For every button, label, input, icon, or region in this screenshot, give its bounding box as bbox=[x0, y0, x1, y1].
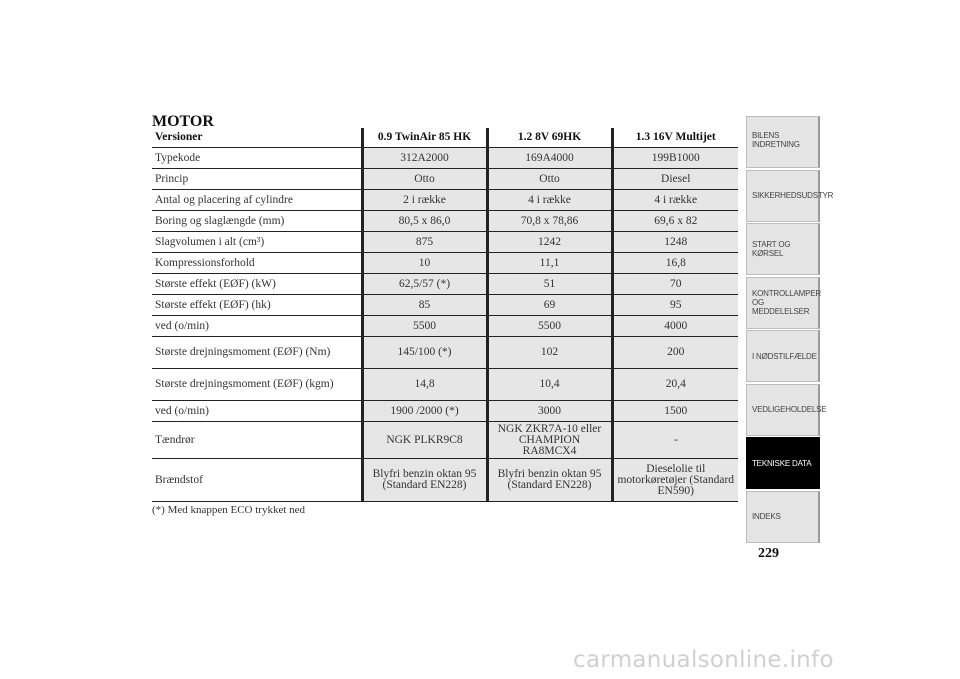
tab-i-nodstilfaelde[interactable]: I NØDSTILFÆLDE bbox=[746, 330, 820, 382]
row-label: ved (o/min) bbox=[152, 401, 362, 422]
cell-value: 1248 bbox=[612, 232, 738, 253]
engine-spec-table bbox=[152, 128, 738, 502]
cell-value: Diesel bbox=[612, 169, 738, 190]
table-row bbox=[152, 369, 738, 401]
cell-value: Blyfri benzin oktan 95 (Standard EN228) bbox=[362, 459, 487, 502]
row-label: Største drejningsmoment (EØF) (Nm) bbox=[152, 337, 362, 369]
cell-value: 70 bbox=[612, 274, 738, 295]
cell-value: 4 i række bbox=[612, 190, 738, 211]
cell-value: 3000 bbox=[487, 401, 612, 422]
cell-value: 62,5/57 (*) bbox=[362, 274, 487, 295]
row-label: Tændrør bbox=[152, 422, 362, 459]
cell-value: 169A4000 bbox=[487, 148, 612, 169]
cell-value: 80,5 x 86,0 bbox=[362, 211, 487, 232]
table-row bbox=[152, 295, 738, 316]
cell-value: Blyfri benzin oktan 95 (Standard EN228) bbox=[487, 459, 612, 502]
cell-value: 2 i række bbox=[362, 190, 487, 211]
header-version-3: 1.3 16V Multijet bbox=[612, 128, 738, 148]
cell-value: 5500 bbox=[362, 316, 487, 337]
table-row bbox=[152, 253, 738, 274]
footnote: (*) Med knappen ECO trykket ned bbox=[152, 504, 306, 516]
cell-value: NGK ZKR7A-10 eller CHAMPION RA8MCX4 bbox=[487, 422, 612, 459]
row-label: Boring og slaglængde (mm) bbox=[152, 211, 362, 232]
cell-value: 16,8 bbox=[612, 253, 738, 274]
table-row bbox=[152, 316, 738, 337]
cell-value: Dieselolie til motorkøretøjer (Standard EN590) bbox=[612, 459, 738, 502]
header-version-1: 0.9 TwinAir 85 HK bbox=[362, 128, 487, 148]
cell-value: 5500 bbox=[487, 316, 612, 337]
cell-value: 69,6 x 82 bbox=[612, 211, 738, 232]
tab-indeks[interactable]: INDEKS bbox=[746, 491, 820, 543]
tab-tekniske-data[interactable]: TEKNISKE DATA bbox=[746, 437, 820, 489]
cell-value: 875 bbox=[362, 232, 487, 253]
cell-value: 102 bbox=[487, 337, 612, 369]
cell-value: 95 bbox=[612, 295, 738, 316]
row-label: Typekode bbox=[152, 148, 362, 169]
page-number: 229 bbox=[758, 546, 779, 561]
table-row bbox=[152, 422, 738, 459]
cell-value: 1242 bbox=[487, 232, 612, 253]
table-row bbox=[152, 169, 738, 190]
table-row bbox=[152, 148, 738, 169]
cell-value: Otto bbox=[487, 169, 612, 190]
header-label: Versioner bbox=[152, 128, 362, 148]
tab-kontrollamper[interactable]: KONTROLLAMPER OG MEDDELELSER bbox=[746, 277, 820, 329]
row-label: Kompressionsforhold bbox=[152, 253, 362, 274]
page-title: MOTOR bbox=[152, 113, 214, 130]
cell-value: 145/100 (*) bbox=[362, 337, 487, 369]
cell-value: 199B1000 bbox=[612, 148, 738, 169]
table-row bbox=[152, 459, 738, 502]
table-row bbox=[152, 232, 738, 253]
cell-value: 10 bbox=[362, 253, 487, 274]
table-row bbox=[152, 337, 738, 369]
row-label: Antal og placering af cylindre bbox=[152, 190, 362, 211]
cell-value: 20,4 bbox=[612, 369, 738, 401]
table-row bbox=[152, 190, 738, 211]
row-label: Brændstof bbox=[152, 459, 362, 502]
cell-value: 51 bbox=[487, 274, 612, 295]
tab-start-og-korsel[interactable]: START OG KØRSEL bbox=[746, 223, 820, 275]
cell-value: 4000 bbox=[612, 316, 738, 337]
header-version-2: 1.2 8V 69HK bbox=[487, 128, 612, 148]
cell-value: 14,8 bbox=[362, 369, 487, 401]
cell-value: 4 i række bbox=[487, 190, 612, 211]
cell-value: 85 bbox=[362, 295, 487, 316]
cell-value: 10,4 bbox=[487, 369, 612, 401]
cell-value: 312A2000 bbox=[362, 148, 487, 169]
table-row bbox=[152, 274, 738, 295]
table-row bbox=[152, 211, 738, 232]
section-tabs bbox=[746, 116, 834, 544]
cell-value: NGK PLKR9C8 bbox=[362, 422, 487, 459]
cell-value: 11,1 bbox=[487, 253, 612, 274]
cell-value: 70,8 x 78,86 bbox=[487, 211, 612, 232]
cell-value: Otto bbox=[362, 169, 487, 190]
table-header-row bbox=[152, 128, 738, 148]
row-label: ved (o/min) bbox=[152, 316, 362, 337]
watermark: carmanualsonline.info bbox=[573, 647, 834, 673]
row-label: Princip bbox=[152, 169, 362, 190]
tab-vedligeholdelse[interactable]: VEDLIGEHOLDELSE bbox=[746, 384, 820, 436]
cell-value: 1900 /2000 (*) bbox=[362, 401, 487, 422]
table-row bbox=[152, 401, 738, 422]
row-label: Største effekt (EØF) (kW) bbox=[152, 274, 362, 295]
row-label: Slagvolumen i alt (cm³) bbox=[152, 232, 362, 253]
cell-value: 200 bbox=[612, 337, 738, 369]
tab-bilens-indretning[interactable]: BILENS INDRETNING bbox=[746, 116, 820, 168]
row-label: Største effekt (EØF) (hk) bbox=[152, 295, 362, 316]
row-label: Største drejningsmoment (EØF) (kgm) bbox=[152, 369, 362, 401]
tab-sikkerhedsudstyr[interactable]: SIKKERHEDSUDSTYR bbox=[746, 170, 820, 222]
cell-value: 1500 bbox=[612, 401, 738, 422]
cell-value: - bbox=[612, 422, 738, 459]
cell-value: 69 bbox=[487, 295, 612, 316]
